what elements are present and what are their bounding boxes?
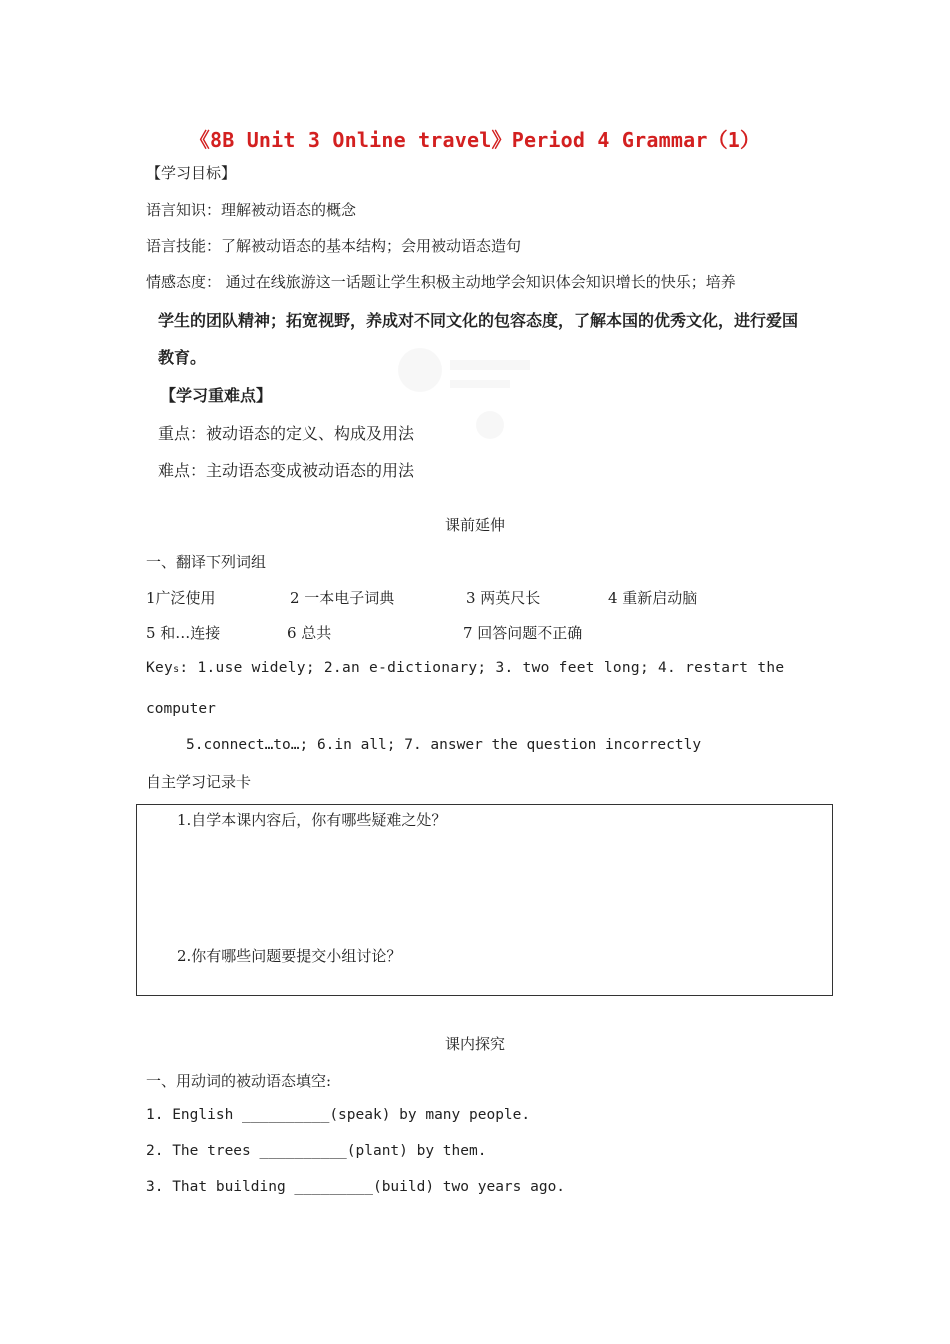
answer-keys-line2: computer xyxy=(146,701,216,717)
keys-line1-text: : 1.use widely; 2.an e-dictionary; 3. two feet long; 4. restart the xyxy=(179,660,785,676)
in-class-heading: 课内探究 xyxy=(444,1035,505,1053)
key-points-heading: 【学习重难点】 xyxy=(160,386,273,405)
objective-attitude-line1: 情感态度： 通过在线旅游这一话题让学生积极主动地学会知识体会知识增长的快乐；培养 xyxy=(146,273,736,291)
objectives-heading: 【学习目标】 xyxy=(146,164,237,182)
phrase-item: 6 总共 xyxy=(287,624,332,642)
objective-knowledge: 语言知识：理解被动语态的概念 xyxy=(146,201,357,219)
exercise-item: 3. That building _________(build) two years ago. xyxy=(146,1179,566,1195)
exercise-item: 2. The trees __________(plant) by them. xyxy=(146,1143,487,1159)
exercise-item: 1. English __________(speak) by many people. xyxy=(146,1107,531,1123)
in-class-task: 一、用动词的被动语态填空: xyxy=(146,1072,332,1090)
objective-attitude-line2: 学生的团队精神；拓宽视野，养成对不同文化的包容态度，了解本国的优秀文化，进行爱国 xyxy=(158,311,799,330)
answer-keys-line1 xyxy=(146,660,784,676)
phrase-item: 2 一本电子词典 xyxy=(290,589,395,607)
objective-skills: 语言技能：了解被动语态的基本结构；会用被动语态造句 xyxy=(146,237,522,255)
phrase-item: 7 回答问题不正确 xyxy=(463,624,583,642)
document-title: 《8B Unit 3 Online travel》Period 4 Grammar（1） xyxy=(189,128,761,152)
phrase-item: 1广泛使用 xyxy=(146,589,216,607)
phrase-item: 3 两英尺长 xyxy=(466,589,541,607)
record-card-label: 自主学习记录卡 xyxy=(146,773,252,791)
key-point-difficulty: 难点：主动语态变成被动语态的用法 xyxy=(158,461,415,480)
record-card-box xyxy=(136,804,833,996)
pre-class-task: 一、翻译下列词组 xyxy=(146,553,267,571)
phrase-item: 5 和…连接 xyxy=(146,624,221,642)
objective-attitude-line3: 教育。 xyxy=(158,348,207,367)
record-card-question-2: 2.你有哪些问题要提交小组讨论？ xyxy=(177,947,402,965)
record-card-question-1: 1.自学本课内容后，你有哪些疑难之处？ xyxy=(177,811,447,829)
pre-class-heading: 课前延伸 xyxy=(444,516,505,534)
keys-label-subscript: s xyxy=(173,664,180,675)
answer-keys-line3: 5.connect…to…; 6.in all; 7. answer the question incorrectly xyxy=(186,737,702,753)
phrase-item: 4 重新启动脑 xyxy=(608,589,698,607)
keys-label: Key xyxy=(146,660,174,676)
key-point-focus: 重点：被动语态的定义、构成及用法 xyxy=(158,424,415,443)
